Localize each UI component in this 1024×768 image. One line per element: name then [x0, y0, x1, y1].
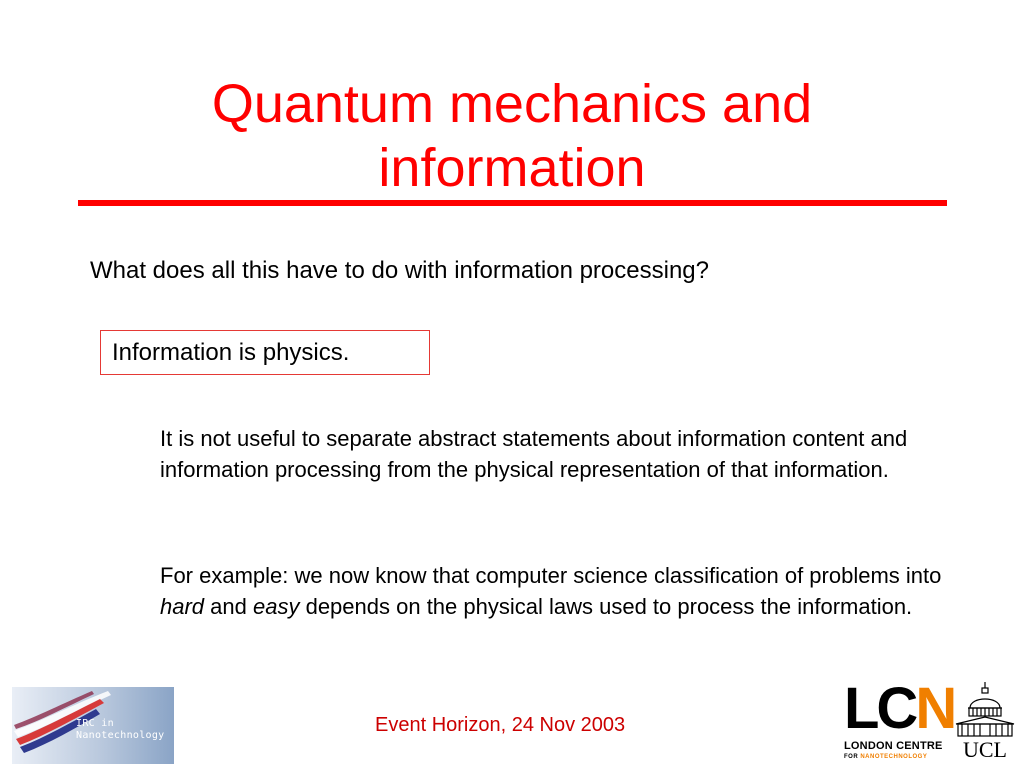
- callout-text: Information is physics.: [112, 339, 350, 366]
- lcn-logo: [842, 676, 955, 764]
- lcn-line2: [844, 753, 927, 761]
- callout-box: [100, 330, 430, 375]
- lcn-letter-n: N: [915, 676, 955, 741]
- paragraph-example-part1: For example: we now know that computer science classification of problems into: [160, 563, 942, 588]
- irc-text-line1: IRC in: [76, 718, 114, 729]
- lcn-line2-nano: NANOTECHNOLOGY: [860, 754, 928, 760]
- paragraph-separation: It is not useful to separate abstract statements about information content and information processing from the physical representation of that information.: [160, 426, 908, 482]
- lcn-line2-for: FOR: [844, 754, 861, 760]
- hard-emphasis: hard: [160, 594, 205, 619]
- paragraph-example-part3: depends on the physical laws used to process the information.: [299, 594, 913, 619]
- ucl-logo: [952, 680, 1018, 764]
- lcn-line1: LONDON CENTRE: [844, 740, 943, 752]
- ucl-text: UCL: [963, 737, 1007, 762]
- slide-title: Quantum mechanics and information: [211, 74, 813, 198]
- lcn-letters: [844, 676, 955, 741]
- question-text: What does all this have to do with information processing?: [90, 257, 709, 284]
- lcn-letters-lc: LC: [844, 676, 916, 741]
- footer-event: Event Horizon, 24 Nov 2003: [375, 714, 626, 736]
- title-underline: [78, 200, 947, 206]
- paragraph-example-part2: and: [204, 594, 253, 619]
- paragraph-example: [160, 560, 990, 622]
- easy-emphasis: easy: [252, 594, 300, 619]
- irc-text-line2: Nanotechnology: [76, 730, 165, 741]
- irc-nanotechnology-logo: [12, 687, 174, 764]
- irc-text: [76, 718, 165, 742]
- ucl-dome-icon: [952, 680, 1018, 740]
